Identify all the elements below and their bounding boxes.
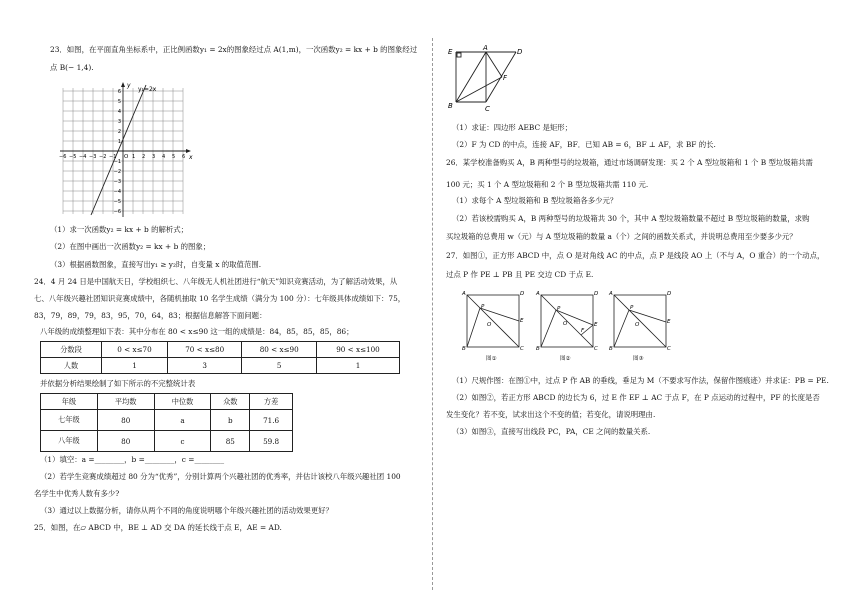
q23-stem-line2: 点 B(− 1,4).	[50, 63, 94, 72]
q25-stem: 25．如图，在▱ ABCD 中，BE ⊥ AD 交 DA 的延长线于点 E，AE = AD.	[34, 523, 282, 532]
q25-figure	[446, 44, 526, 114]
svg-text:A: A	[536, 291, 540, 297]
q23-x-tick-labels	[59, 154, 185, 160]
svg-text:P: P	[630, 305, 634, 311]
q27-figure-1	[462, 290, 526, 362]
q24-distribution-table	[40, 341, 400, 374]
q23-line-label: y₁=2x	[138, 86, 157, 93]
q27-part2-line1: （2）如图②，若正方形 ABCD 的边长为 6，过 E 作 EF ⊥ AC 于点 F，在 P 点运动的过程中，PF 的长度是否	[452, 393, 820, 402]
q26-part1: （1）求每个 A 型垃圾箱和 B 型垃圾箱各多少元？	[452, 196, 618, 205]
svg-text:E: E	[520, 318, 524, 324]
svg-text:−4: −4	[79, 154, 87, 160]
q26-line2: 100 元；买 1 个 A 型垃圾箱和 2 个 B 型垃圾箱共需 110 元.	[446, 180, 649, 189]
q24-line1: 24．4 月 24 日是中国航天日，学校组织七、八年级无人机社团进行“航天”知识竞赛活动，为了解活动效果，从	[34, 277, 398, 286]
svg-text:6: 6	[117, 89, 121, 95]
svg-text:D: D	[520, 291, 525, 297]
svg-text:A: A	[609, 291, 613, 297]
svg-text:−5: −5	[113, 199, 121, 205]
q24-part3: （3）通过以上数据分析，请你从两个不同的角度说明哪个年级兴趣社团的活动效果更好？	[40, 506, 333, 515]
q24-line2: 七、八年级兴趣社团知识竞赛成绩中，各随机抽取 10 名学生成绩（满分为 100 分）：七年级具体成绩如下：75，	[34, 294, 406, 303]
svg-text:F: F	[503, 74, 508, 82]
q23-x-axis-arrow	[186, 149, 191, 153]
svg-text:4: 4	[117, 109, 121, 115]
table-row: 分数段 0 < x≤70 70 < x≤80 80 < x≤90 90 < x≤100	[41, 342, 400, 358]
svg-text:−1: −1	[109, 154, 117, 160]
svg-text:C: C	[485, 105, 490, 113]
svg-text:B: B	[448, 102, 453, 110]
svg-text:−3: −3	[113, 179, 121, 185]
svg-text:B: B	[462, 346, 466, 352]
svg-text:4: 4	[162, 154, 166, 160]
column-divider	[432, 38, 433, 590]
svg-text:E: E	[448, 48, 453, 56]
q25-part1: （1）求证：四边形 AEBC 是矩形；	[452, 123, 573, 132]
svg-text:A: A	[462, 291, 466, 297]
q23-part1: （1）求一次函数y₂ = kx + b 的解析式；	[50, 225, 189, 234]
svg-text:−2: −2	[99, 154, 107, 160]
q26-part2-line2: 买垃圾箱的总费用 w（元）与 A 型垃圾箱的数量 a（个）之间的函数关系式，并说明总费用至少要多少元？	[446, 232, 797, 241]
q24-line5: 并依据分析结果绘制了如下所示的不完整统计表	[40, 379, 196, 388]
svg-text:E: E	[594, 322, 598, 328]
table-row: 七年级 80 a b 71.6	[41, 410, 293, 431]
svg-text:P: P	[557, 306, 561, 312]
q27-line2: 过点 P 作 PE ⊥ PB 且 PE 交边 CD 于点 E.	[446, 270, 594, 279]
svg-text:1: 1	[132, 154, 136, 160]
q25-part2: （2）F 为 CD 的中点，连接 AF，BF．已知 AB = 6，BF ⊥ AF，求 BF 的长.	[452, 140, 716, 149]
svg-text:5: 5	[172, 154, 176, 160]
q23-origin-label: O	[124, 154, 129, 160]
svg-text:2: 2	[117, 129, 121, 135]
svg-text:B: B	[536, 346, 540, 352]
q23-part2: （2）在图中画出一次函数y₂ = kx + b 的图象；	[50, 242, 211, 251]
q24-part2-line2: 名学生中优秀人数有多少?	[34, 489, 120, 498]
svg-text:2: 2	[142, 154, 146, 160]
svg-text:B: B	[609, 346, 613, 352]
svg-text:−6: −6	[59, 154, 67, 160]
q27-figure-2	[536, 290, 600, 362]
q24-line3: 83，79，89，79，83，95，70，64，83；根据信息解答下面问题：	[34, 311, 267, 320]
q27-caption-3: 图③	[633, 356, 644, 362]
q27-part3: （3）如图③，直接写出线段 PC，PA，CE 之间的数量关系.	[452, 427, 651, 436]
q23-y-axis-label: y	[127, 82, 131, 89]
svg-text:5: 5	[117, 99, 121, 105]
svg-text:D: D	[517, 48, 523, 56]
svg-text:3: 3	[152, 154, 156, 160]
svg-text:E: E	[667, 319, 671, 325]
svg-text:O: O	[487, 322, 492, 328]
q27-part2-line2: 发生变化？若不变，试求出这个不变的值；若变化，请说明理由.	[446, 410, 656, 419]
table-row: 人数 1 3 5 1	[41, 358, 400, 374]
q26-line1: 26．某学校准备购买 A，B 两种型号的垃圾箱，通过市场调研发现：买 2 个 A 型垃圾箱和 1 个 B 型垃圾箱共需	[446, 158, 813, 167]
q27-figure-3	[609, 290, 673, 362]
q23-stem-line1: 23．如图，在平面直角坐标系中，正比例函数y₁ = 2x的图象经过点 A(1,m)，一次函数y₂ = kx + b 的图象经过	[50, 45, 418, 54]
q23-part3: （3）根据函数图象，直接写出y₁ ≥ y₂时，自变量 x 的取值范围.	[50, 260, 262, 269]
svg-text:A: A	[483, 44, 488, 52]
q24-part2-line1: （2）若学生竞赛成绩超过 80 分为“优秀”，分别计算两个兴趣社团的优秀率，并估计该校八年级兴趣社团 100	[40, 472, 401, 481]
svg-text:−6: −6	[113, 209, 121, 215]
svg-text:C: C	[520, 346, 524, 352]
svg-text:F: F	[581, 328, 585, 334]
q24-stats-table	[40, 393, 293, 452]
svg-text:−5: −5	[69, 154, 77, 160]
q27-line1: 27．如图①，正方形 ABCD 中，点 O 是对角线 AC 的中点，点 P 是线段 AO 上（不与 A，O 重合）的一个动点，	[446, 251, 825, 260]
svg-text:6: 6	[182, 154, 186, 160]
q24-part1: （1）填空：a =________，b =________，c =________	[40, 455, 225, 464]
q23-x-axis-label: x	[189, 154, 193, 161]
q27-part1: （1）尺规作图：在图①中，过点 P 作 AB 的垂线，垂足为 M（不要求写作法，保留作图痕迹）并求证：PB = PE.	[452, 376, 829, 385]
table-row: 八年级 80 c 85 59.8	[41, 431, 293, 452]
q23-y-axis-arrow	[121, 82, 125, 87]
svg-text:−3: −3	[89, 154, 97, 160]
table-row: 年级 平均数 中位数 众数 方差	[41, 394, 293, 410]
svg-text:O: O	[635, 322, 640, 328]
q27-caption-1: 图①	[486, 356, 497, 362]
svg-text:P: P	[481, 304, 485, 310]
svg-text:3: 3	[117, 119, 121, 125]
svg-text:O: O	[563, 321, 568, 327]
q24-line4: 八年级的成绩整理如下表：其中分布在 80 < x≤90 这一组的成绩是：84，85，85，85，86；	[40, 327, 354, 336]
svg-text:−2: −2	[113, 169, 121, 175]
q27-caption-2: 图②	[560, 356, 571, 362]
q23-coordinate-graph	[58, 82, 198, 222]
svg-text:1: 1	[117, 139, 121, 145]
svg-text:D: D	[667, 291, 672, 297]
svg-text:C: C	[594, 346, 598, 352]
svg-text:C: C	[667, 346, 671, 352]
svg-text:−1: −1	[113, 159, 121, 165]
svg-text:D: D	[594, 291, 599, 297]
svg-text:−4: −4	[113, 189, 121, 195]
q26-part2-line1: （2）若该校需购买 A，B 两种型号的垃圾箱共 30 个，其中 A 型垃圾箱数量不超过 B 型垃圾箱的数量，求购	[452, 214, 810, 223]
